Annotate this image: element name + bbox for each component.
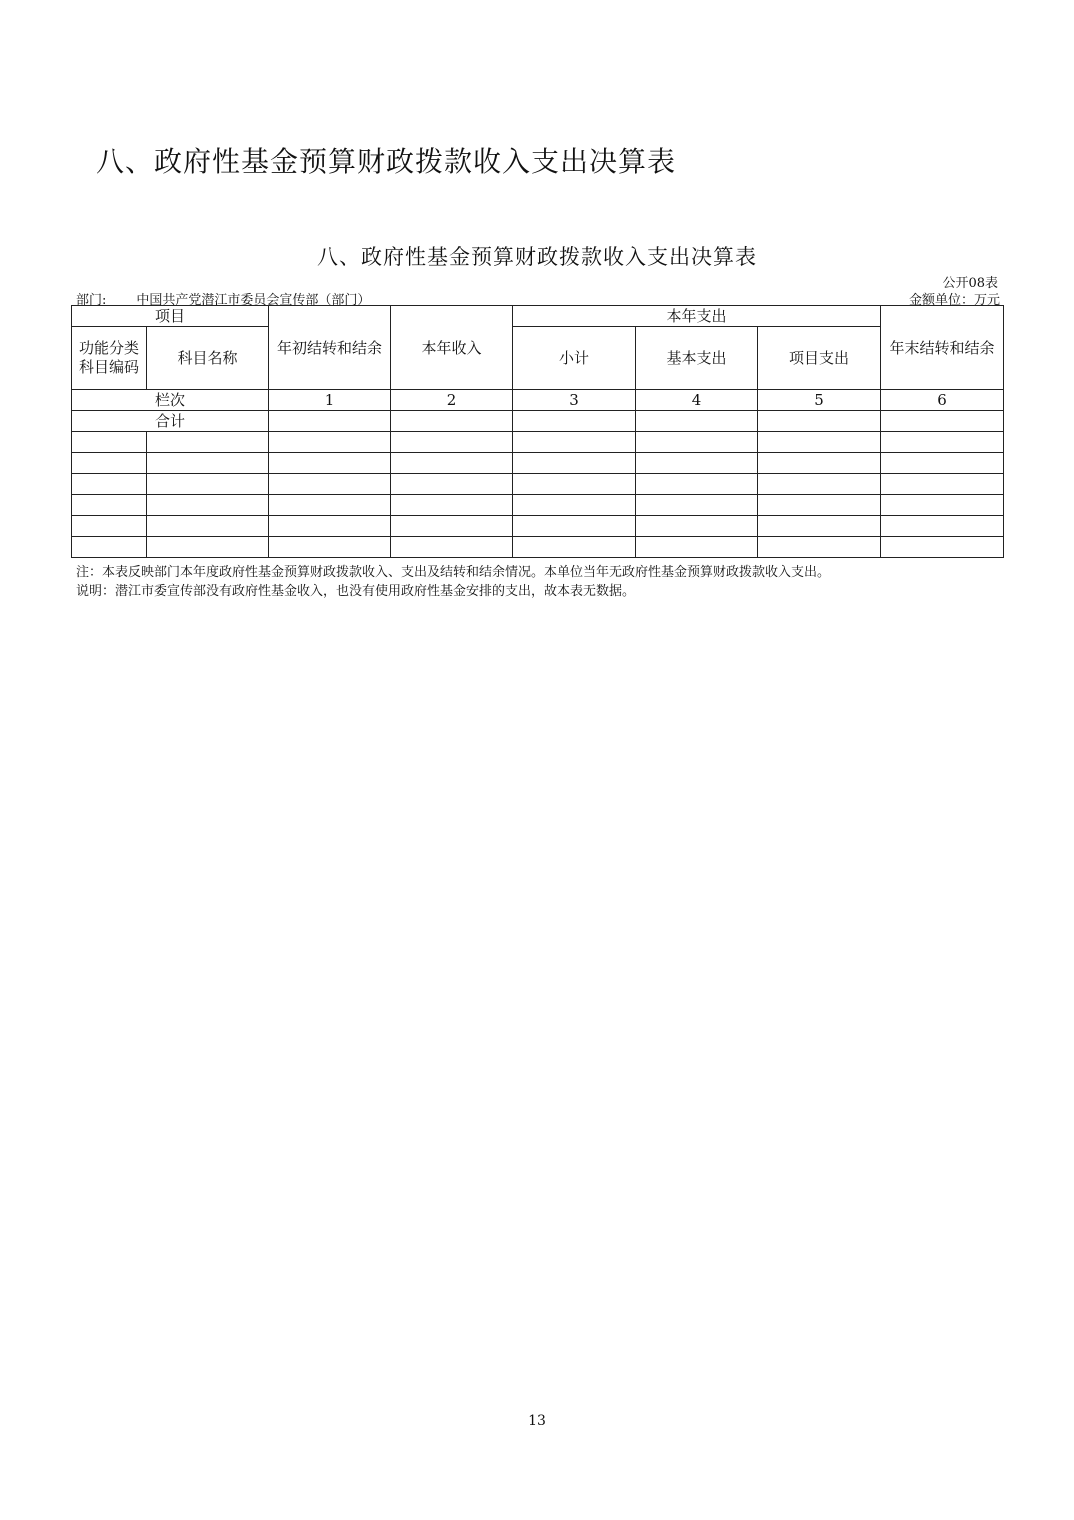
table-cell bbox=[72, 537, 147, 558]
table-cell bbox=[881, 453, 1004, 474]
table-row bbox=[72, 495, 1004, 516]
table-cell bbox=[391, 495, 513, 516]
table-cell bbox=[269, 495, 391, 516]
column-number-row bbox=[72, 390, 1004, 411]
header-current-income: 本年收入 bbox=[391, 306, 513, 390]
table-explanation: 说明：潜江市委宣传部没有政府性基金收入，也没有使用政府性基金安排的支出，故本表无数据。 bbox=[76, 584, 636, 599]
column-number: 2 bbox=[391, 390, 513, 411]
table-row bbox=[72, 474, 1004, 495]
table-cell bbox=[391, 516, 513, 537]
table-cell bbox=[147, 453, 269, 474]
table-cell bbox=[758, 516, 881, 537]
table-row bbox=[72, 453, 1004, 474]
table-cell bbox=[269, 516, 391, 537]
table-cell bbox=[881, 516, 1004, 537]
header-subject-name: 科目名称 bbox=[147, 327, 269, 390]
header-item: 项目 bbox=[72, 306, 269, 327]
table-cell bbox=[72, 453, 147, 474]
header-row-1 bbox=[72, 306, 1004, 327]
table-cell bbox=[147, 495, 269, 516]
table-cell bbox=[881, 537, 1004, 558]
table-cell bbox=[269, 453, 391, 474]
table-row bbox=[72, 432, 1004, 453]
table-cell bbox=[513, 537, 636, 558]
table-cell bbox=[391, 411, 513, 432]
total-label: 合计 bbox=[72, 411, 269, 432]
header-begin-balance: 年初结转和结余 bbox=[269, 306, 391, 390]
table-cell bbox=[513, 411, 636, 432]
column-row-label: 栏次 bbox=[72, 390, 269, 411]
table-cell bbox=[758, 432, 881, 453]
table-cell bbox=[636, 474, 758, 495]
table-cell bbox=[636, 411, 758, 432]
table-cell bbox=[881, 432, 1004, 453]
table-cell bbox=[513, 495, 636, 516]
table-cell bbox=[513, 453, 636, 474]
header-current-year-expense: 本年支出 bbox=[513, 306, 881, 327]
table-cell bbox=[391, 537, 513, 558]
table-cell bbox=[881, 474, 1004, 495]
table-cell bbox=[758, 411, 881, 432]
header-subtotal: 小计 bbox=[513, 327, 636, 390]
total-row bbox=[72, 411, 1004, 432]
table-cell bbox=[269, 432, 391, 453]
column-number: 1 bbox=[269, 390, 391, 411]
column-number: 3 bbox=[513, 390, 636, 411]
table-cell bbox=[636, 432, 758, 453]
table-cell bbox=[636, 537, 758, 558]
column-number: 6 bbox=[881, 390, 1004, 411]
table-cell bbox=[758, 453, 881, 474]
table-cell bbox=[269, 474, 391, 495]
table-cell bbox=[758, 474, 881, 495]
department-name: 中国共产党潜江市委员会宣传部（部门） bbox=[136, 293, 371, 308]
table-cell bbox=[636, 453, 758, 474]
table-cell bbox=[513, 474, 636, 495]
header-basic-expense: 基本支出 bbox=[636, 327, 758, 390]
table-cell bbox=[758, 495, 881, 516]
table-cell bbox=[72, 495, 147, 516]
table-cell bbox=[636, 495, 758, 516]
table-cell bbox=[147, 516, 269, 537]
table-cell bbox=[147, 537, 269, 558]
table-cell bbox=[72, 432, 147, 453]
table-cell bbox=[391, 474, 513, 495]
header-func-code: 功能分类科目编码 bbox=[72, 327, 147, 390]
table-cell bbox=[147, 474, 269, 495]
header-project-expense: 项目支出 bbox=[758, 327, 881, 390]
table-cell bbox=[636, 516, 758, 537]
table-cell bbox=[391, 453, 513, 474]
page-number: 13 bbox=[528, 1413, 546, 1429]
column-number: 5 bbox=[758, 390, 881, 411]
table-row bbox=[72, 537, 1004, 558]
table-cell bbox=[391, 432, 513, 453]
table-code: 公开08表 bbox=[942, 276, 998, 291]
table-row bbox=[72, 516, 1004, 537]
table-cell bbox=[72, 474, 147, 495]
table-title: 八、政府性基金预算财政拨款收入支出决算表 bbox=[317, 245, 757, 269]
page-heading: 八、政府性基金预算财政拨款收入支出决算表 bbox=[96, 145, 677, 178]
header-end-balance: 年末结转和结余 bbox=[881, 306, 1004, 390]
budget-table bbox=[71, 305, 1004, 558]
table-cell bbox=[881, 411, 1004, 432]
department-label: 部门: bbox=[76, 293, 107, 308]
table-cell bbox=[758, 537, 881, 558]
column-number: 4 bbox=[636, 390, 758, 411]
amount-unit: 金额单位：万元 bbox=[908, 293, 1000, 308]
table-cell bbox=[513, 432, 636, 453]
table-cell bbox=[269, 411, 391, 432]
table-cell bbox=[147, 432, 269, 453]
table-cell bbox=[881, 495, 1004, 516]
header-row-2 bbox=[72, 327, 1004, 390]
table-cell bbox=[513, 516, 636, 537]
table-note: 注：本表反映部门本年度政府性基金预算财政拨款收入、支出及结转和结余情况。本单位当年无政府性基金预算财政拨款收入支出。 bbox=[76, 565, 831, 580]
table-cell bbox=[269, 537, 391, 558]
table-cell bbox=[72, 516, 147, 537]
